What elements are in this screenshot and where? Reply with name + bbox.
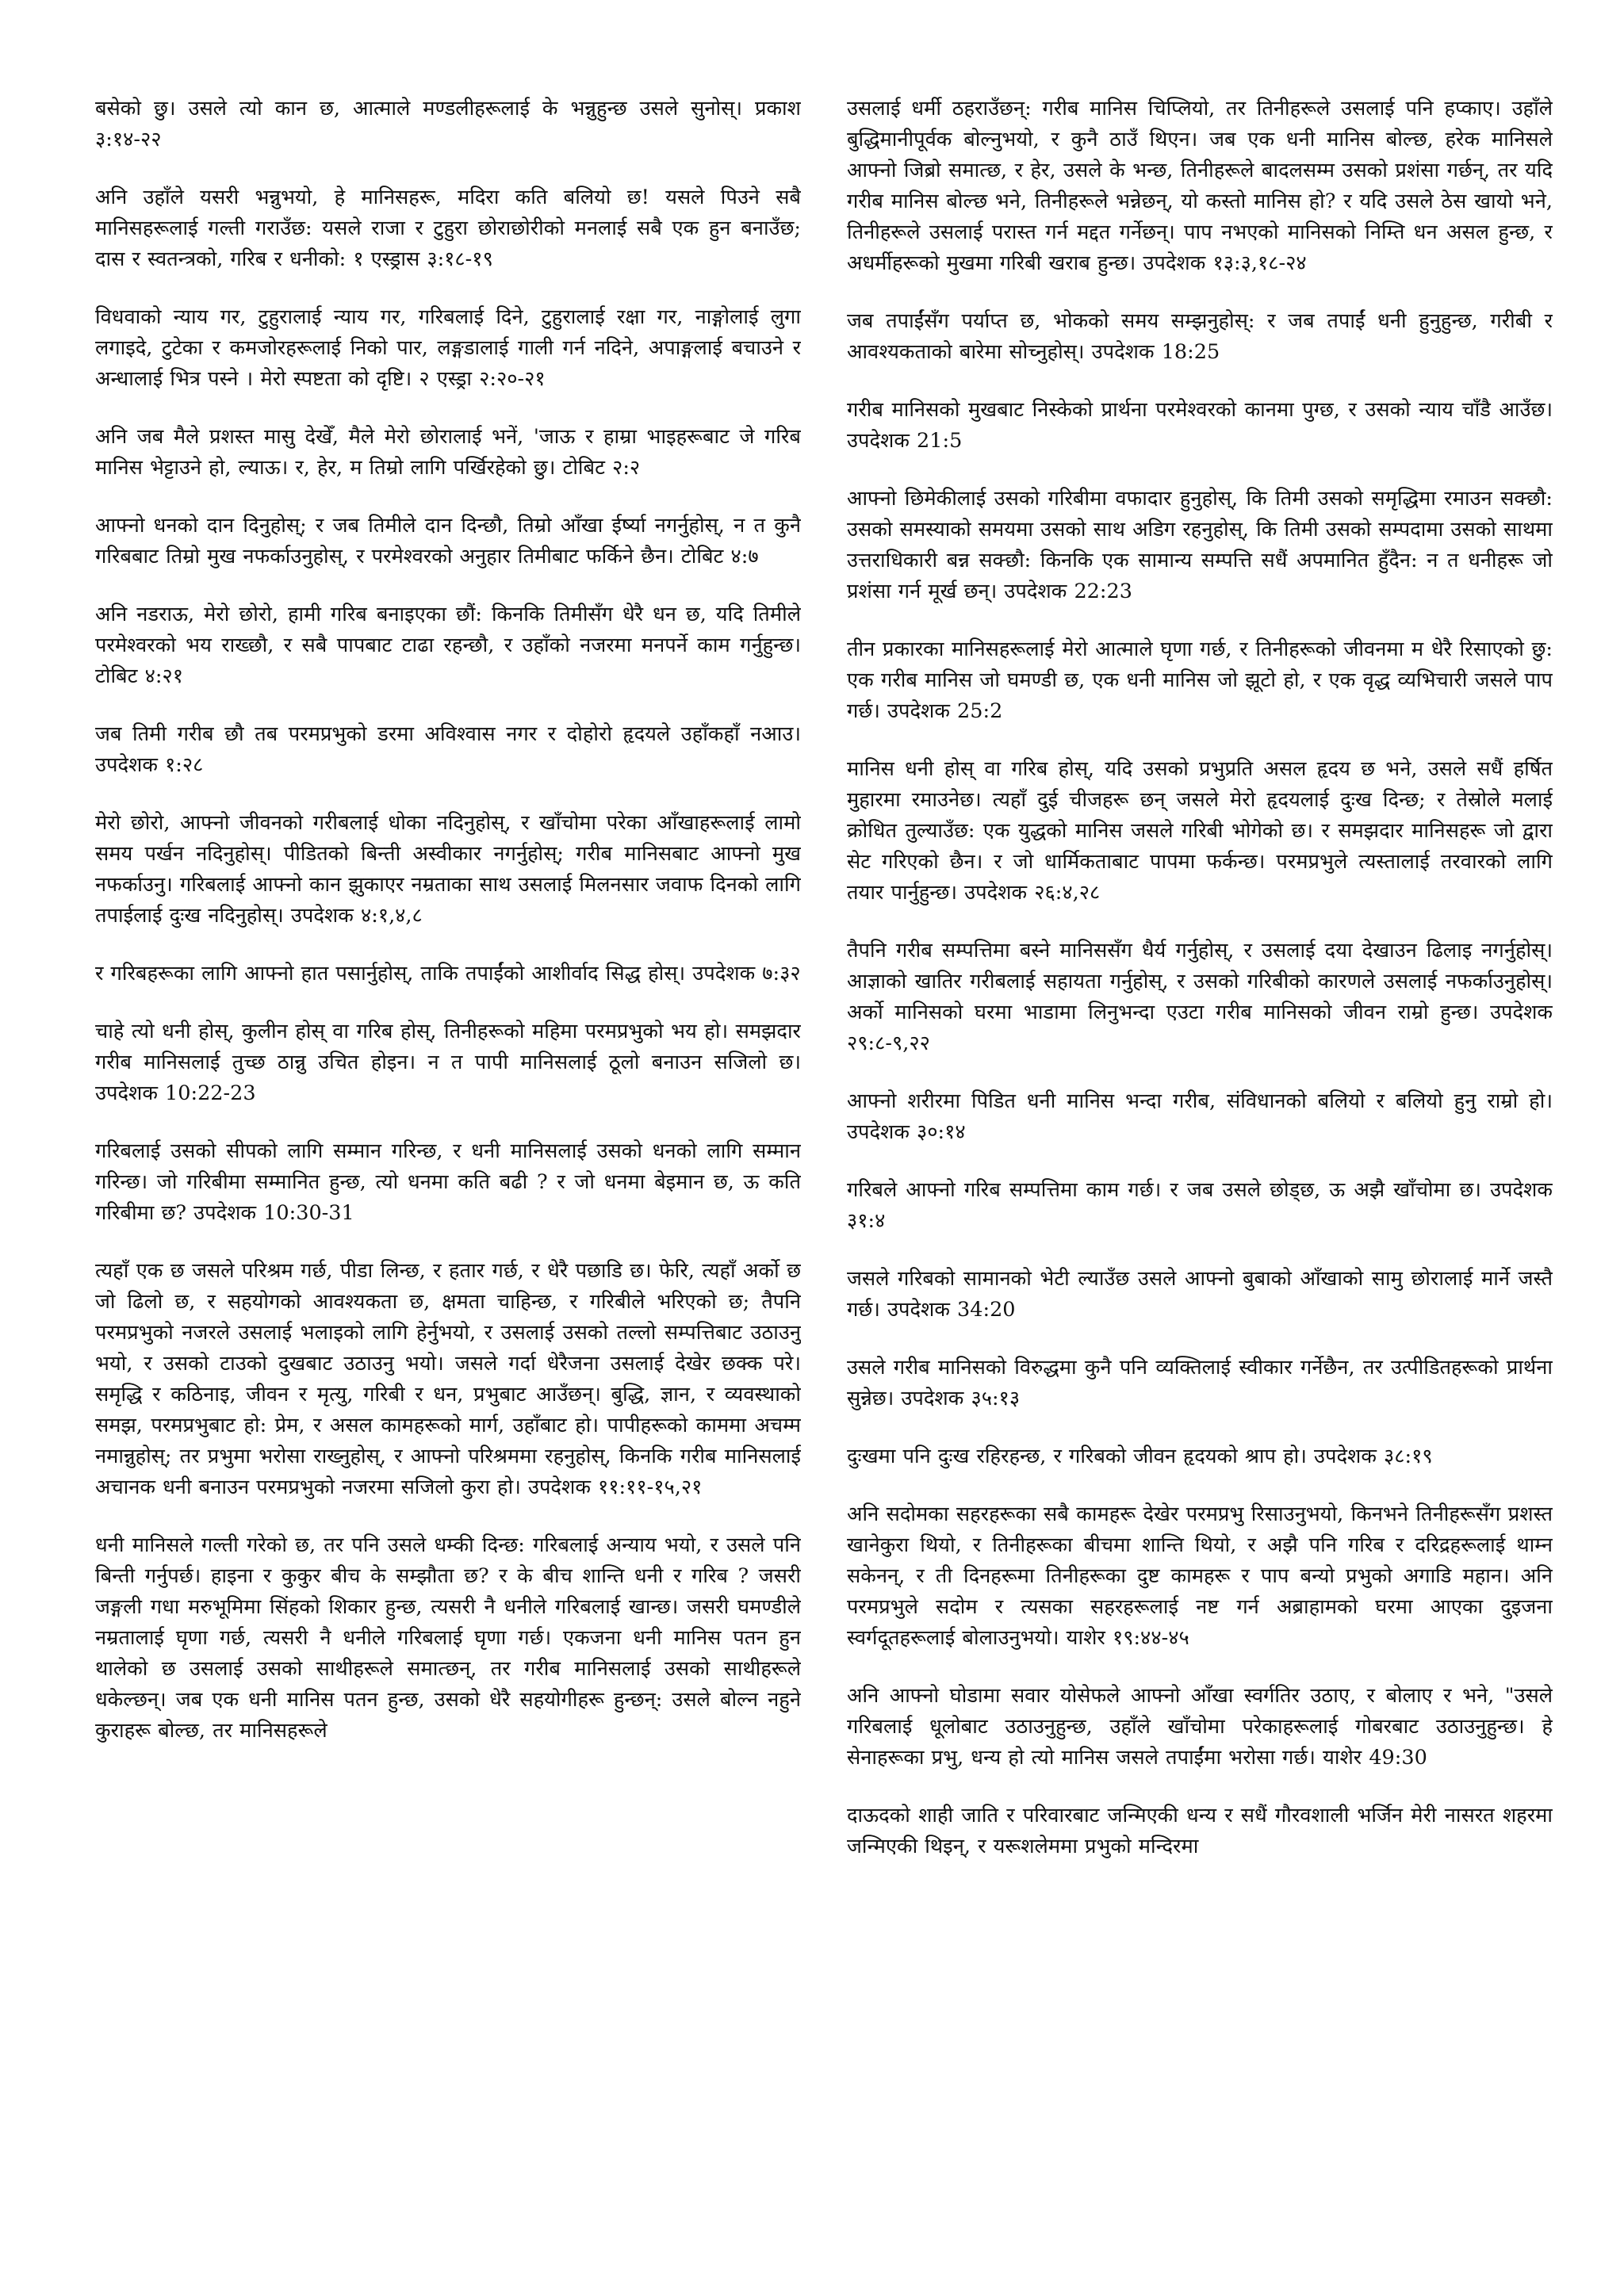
verse-paragraph: उसले गरीब मानिसको विरुद्धमा कुनै पनि व्यक्तिलाई स्वीकार गर्नेछैन, तर उत्पीडितहरूको प्रार्थना सुन्नेछ। उपदेशक ३५:१३: [847, 1356, 1553, 1410]
verse-paragraph: आफ्नो छिमेकीलाई उसको गरिबीमा वफादार हुनुहोस्, कि तिमी उसको समृद्धिमा रमाउन सक्छौ: उसको समस्याको समयमा उसको साथ अडिग रहनुहोस्, कि तिमी उसको सम्पदामा उसको साथमा उत्तराधिकारी बन्न सक्छौ: किनकि एक सामान्य सम्पत्ति सधैं अपमानित हुँदैन: न त धनीहरू जो प्रशंसा गर्न मूर्ख छन्। उपदेशक 22:23: [847, 487, 1553, 603]
verse-paragraph: अनि जब मैले प्रशस्त मासु देखेँ, मैले मेरो छोरालाई भनें, 'जाऊ र हाम्रा भाइहरूबाट जे गरिब मानिस भेट्टाउने हो, ल्याऊ। र, हेर, म तिम्रो लागि पर्खिरहेको छु। टोबिट २:२: [95, 425, 801, 480]
left-text-column: [95, 94, 801, 2274]
verse-paragraph: गरीब मानिसको मुखबाट निस्केको प्रार्थना परमेश्वरको कानमा पुग्छ, र उसको न्याय चाँडै आउँछ। उपदेशक 21:5: [847, 398, 1553, 453]
verse-paragraph: धनी मानिसले गल्ती गरेको छ, तर पनि उसले धम्की दिन्छ: गरिबलाई अन्याय भयो, र उसले पनि बिन्ती गर्नुपर्छ। हाइना र कुकुर बीच के सम्झौता छ? र के बीच शान्ति धनी र गरिब ? जसरी जङ्गली गधा मरुभूमिमा सिंहको शिकार हुन्छ, त्यसरी नै धनीले गरिबलाई खान्छ। जसरी घमण्डीले नम्रतालाई घृणा गर्छ, त्यसरी नै धनीले गरिबलाई घृणा गर्छ। एकजना धनी मानिस पतन हुन थालेको छ उसलाई उसको साथीहरूले समात्छन्, तर गरीब मानिसलाई उसको साथीहरूले धकेल्छन्। जब एक धनी मानिस पतन हुन्छ, उसको धेरै सहयोगीहरू हुन्छन्: उसले बोल्न नहुने कुराहरू बोल्छ, तर मानिसहरूले: [95, 1533, 801, 1743]
verse-paragraph: चाहे त्यो धनी होस्, कुलीन होस् वा गरिब होस्, तिनीहरूको महिमा परमप्रभुको भय हो। समझदार गरीब मानिसलाई तुच्छ ठान्नु उचित होइन। न त पापी मानिसलाई ठूलो बनाउन सजिलो छ। उपदेशक 10:22-23: [95, 1020, 801, 1105]
verse-paragraph: तीन प्रकारका मानिसहरूलाई मेरो आत्माले घृणा गर्छ, र तिनीहरूको जीवनमा म धेरै रिसाएको छु: एक गरीब मानिस जो घमण्डी छ, एक धनी मानिस जो झूटो हो, र एक वृद्ध व्यभिचारी जसले पाप गर्छ। उपदेशक 25:2: [847, 637, 1553, 723]
verse-paragraph: र गरिबहरूका लागि आफ्नो हात पसार्नुहोस्, ताकि तपाईंको आशीर्वाद सिद्ध होस्। उपदेशक ७:३२: [95, 962, 801, 985]
verse-paragraph: जब तपाईंसँग पर्याप्त छ, भोकको समय सम्झनुहोस्: र जब तपाईं धनी हुनुहुन्छ, गरीबी र आवश्यकताको बारेमा सोच्नुहोस्। उपदेशक 18:25: [847, 309, 1553, 364]
verse-paragraph: आफ्नो धनको दान दिनुहोस्; र जब तिमीले दान दिन्छौ, तिम्रो आँखा ईर्ष्या नगर्नुहोस्, न त कुनै गरिबबाट तिम्रो मुख नफर्काउनुहोस्, र परमेश्वरको अनुहार तिमीबाट फर्किने छैन। टोबिट ४:७: [95, 514, 801, 568]
verse-paragraph: अनि आफ्नो घोडामा सवार योसेफले आफ्नो आँखा स्वर्गतिर उठाए, र बोलाए र भने, "उसले गरिबलाई धूलोबाट उठाउनुहुन्छ, उहाँले खाँचोमा परेकाहरूलाई गोबरबाट उठाउनुहुन्छ। हे सेनाहरूका प्रभु, धन्य हो त्यो मानिस जसले तपाईंमा भरोसा गर्छ। याशेर 49:30: [847, 1684, 1553, 1770]
verse-paragraph: जसले गरिबको सामानको भेटी ल्याउँछ उसले आफ्नो बुबाको आँखाको सामु छोरालाई मार्ने जस्तै गर्छ। उपदेशक 34:20: [847, 1267, 1553, 1322]
verse-paragraph: अनि नडराऊ, मेरो छोरो, हामी गरिब बनाइएका छौं: किनकि तिमीसँग धेरै धन छ, यदि तिमीले परमेश्वरको भय राख्छौ, र सबै पापबाट टाढा रहन्छौ, र उहाँको नजरमा मनपर्ने काम गर्नुहुन्छ। टोबिट ४:२१: [95, 603, 801, 688]
verse-paragraph: अनि सदोमका सहरहरूका सबै कामहरू देखेर परमप्रभु रिसाउनुभयो, किनभने तिनीहरूसँग प्रशस्त खानेकुरा थियो, र तिनीहरूका बीचमा शान्ति थियो, र अझै पनि गरिब र दरिद्रहरूलाई थाम्न सकेनन्, र ती दिनहरूमा तिनीहरूका दुष्ट कामहरू र पाप बन्यो प्रभुको अगाडि महान। अनि परमप्रभुले सदोम र त्यसका सहरहरूलाई नष्ट गर्न अब्राहामको घरमा आएका दुइजना स्वर्गदूतहरूलाई बोलाउनुभयो। याशेर १९:४४-४५: [847, 1502, 1553, 1650]
verse-paragraph: अनि उहाँले यसरी भन्नुभयो, हे मानिसहरू, मदिरा कति बलियो छ! यसले पिउने सबै मानिसहरूलाई गल्ती गराउँछ: यसले राजा र टुहुरा छोराछोरीको मनलाई सबै एक हुन बनाउँछ; दास र स्वतन्त्रको, गरिब र धनीको: १ एस्ड्रास ३:१८-१९: [95, 186, 801, 271]
verse-paragraph: गरिबलाई उसको सीपको लागि सम्मान गरिन्छ, र धनी मानिसलाई उसको धनको लागि सम्मान गरिन्छ। जो गरिबीमा सम्मानित हुन्छ, त्यो धनमा कति बढी ? र जो धनमा बेइमान छ, ऊ कति गरिबीमा छ? उपदेशक 10:30-31: [95, 1139, 801, 1225]
verse-paragraph: दुःखमा पनि दुःख रहिरहन्छ, र गरिबको जीवन हृदयको श्राप हो। उपदेशक ३८:१९: [847, 1445, 1433, 1468]
verse-paragraph: त्यहाँ एक छ जसले परिश्रम गर्छ, पीडा लिन्छ, र हतार गर्छ, र धेरै पछाडि छ। फेरि, त्यहाँ अर्को छ जो ढिलो छ, र सहयोगको आवश्यकता छ, क्षमता चाहिन्छ, र गरिबीले भरिएको छ; तैपनि परमप्रभुको नजरले उसलाई भलाइको लागि हेर्नुभयो, र उसलाई उसको तल्लो सम्पत्तिबाट उठाउनु भयो, र उसको टाउको दुखबाट उठाउनु भयो। जसले गर्दा धेरैजना उसलाई देखेर छक्क परे। समृद्धि र कठिनाइ, जीवन र मृत्यु, गरिबी र धन, प्रभुबाट आउँछन्। बुद्धि, ज्ञान, र व्यवस्थाको समझ, परमप्रभुबाट हो: प्रेम, र असल कामहरूको मार्ग, उहाँबाट हो। पापीहरूको काममा अचम्म नमान्नुहोस्; तर प्रभुमा भरोसा राख्नुहोस्, र आफ्नो परिश्रममा रहनुहोस्, किनकि गरीब मानिसलाई अचानक धनी बनाउन परमप्रभुको नजरमा सजिलो कुरा हो। उपदेशक ११:११-१५,२१: [95, 1259, 801, 1499]
verse-paragraph: दाऊदको शाही जाति र परिवारबाट जन्मिएकी धन्य र सधैं गौरवशाली भर्जिन मेरी नासरत शहरमा जन्मिएकी थिइन्, र यरूशलेममा प्रभुको मन्दिरमा: [847, 1804, 1553, 1858]
verse-paragraph: तैपनि गरीब सम्पत्तिमा बस्ने मानिससँग धैर्य गर्नुहोस्, र उसलाई दया देखाउन ढिलाइ नगर्नुहोस्। आज्ञाको खातिर गरीबलाई सहायता गर्नुहोस्, र उसको गरिबीको कारणले उसलाई नफर्काउनुहोस्। अर्को मानिसको घरमा भाडामा लिनुभन्दा एउटा गरीब मानिसको जीवन राम्रो हुन्छ। उपदेशक २९:८-९,२२: [847, 939, 1553, 1055]
verse-paragraph: गरिबले आफ्नो गरिब सम्पत्तिमा काम गर्छ। र जब उसले छोड्छ, ऊ अझै खाँचोमा छ। उपदेशक ३१:४: [847, 1178, 1553, 1233]
right-text-column: [847, 94, 1553, 2274]
verse-paragraph: उसलाई धर्मी ठहराउँछन्: गरीब मानिस चिप्लियो, तर तिनीहरूले उसलाई पनि हप्काए। उहाँले बुद्धिमानीपूर्वक बोल्नुभयो, र कुनै ठाउँ थिएन। जब एक धनी मानिस बोल्छ, हरेक मानिसले आफ्नो जिब्रो समात्छ, र हेर, उसले के भन्छ, तिनीहरूले बादलसम्म उसको प्रशंसा गर्छन्, तर यदि गरीब मानिस बोल्छ भने, तिनीहरूले भन्नेछन्, यो कस्तो मानिस हो? र यदि उसले ठेस खायो भने, तिनीहरूले उसलाई परास्त गर्न मद्दत गर्नेछन्। पाप नभएको मानिसको निम्ति धन असल हुन्छ, र अधर्मीहरूको मुखमा गरिबी खराब हुन्छ। उपदेशक १३:३,१८-२४: [847, 97, 1553, 275]
verse-paragraph: बसेको छु। उसले त्यो कान छ, आत्माले मण्डलीहरूलाई के भन्नुहुन्छ उसले सुनोस्। प्रकाश ३:१४-२२: [95, 97, 801, 151]
verse-paragraph: जब तिमी गरीब छौ तब परमप्रभुको डरमा अविश्वास नगर र दोहोरो हृदयले उहाँकहाँ नआउ। उपदेशक १:२८: [95, 722, 801, 777]
verse-paragraph: मेरो छोरो, आफ्नो जीवनको गरीबलाई धोका नदिनुहोस्, र खाँचोमा परेका आँखाहरूलाई लामो समय पर्खन नदिनुहोस्। पीडितको बिन्ती अस्वीकार नगर्नुहोस्; गरीब मानिसबाट आफ्नो मुख नफर्काउनु। गरिबलाई आफ्नो कान झुकाएर नम्रताका साथ उसलाई मिलनसार जवाफ दिनको लागि तपाईलाई दुःख नदिनुहोस्। उपदेशक ४:१,४,८: [95, 811, 801, 928]
verse-paragraph: विधवाको न्याय गर, टुहुरालाई न्याय गर, गरिबलाई दिने, टुहुरालाई रक्षा गर, नाङ्गोलाई लुगा लगाइदे, टुटेका र कमजोरहरूलाई निको पार, लङ्गडालाई गाली गर्न नदिने, अपाङ्गलाई बचाउने र अन्धालाई भित्र पस्ने । मेरो स्पष्टता को दृष्टि। २ एस्ड्रा २:२०-२१: [95, 305, 801, 391]
verse-paragraph: आफ्नो शरीरमा पिडित धनी मानिस भन्दा गरीब, संविधानको बलियो र बलियो हुनु राम्रो हो। उपदेशक ३०:१४: [847, 1089, 1553, 1144]
verse-paragraph: मानिस धनी होस् वा गरिब होस्, यदि उसको प्रभुप्रति असल हृदय छ भने, उसले सधैं हर्षित मुहारमा रमाउनेछ। त्यहाँ दुई चीजहरू छन् जसले मेरो हृदयलाई दुःख दिन्छ; र तेस्रोले मलाई क्रोधित तुल्याउँछ: एक युद्धको मानिस जसले गरिबी भोगेको छ। र समझदार मानिसहरू जो द्वारा सेट गरिएको छैन। र जो धार्मिकताबाट पापमा फर्कन्छ। परमप्रभुले त्यस्तालाई तरवारको लागि तयार पार्नुहुन्छ। उपदेशक २६:४,२८: [847, 757, 1553, 905]
